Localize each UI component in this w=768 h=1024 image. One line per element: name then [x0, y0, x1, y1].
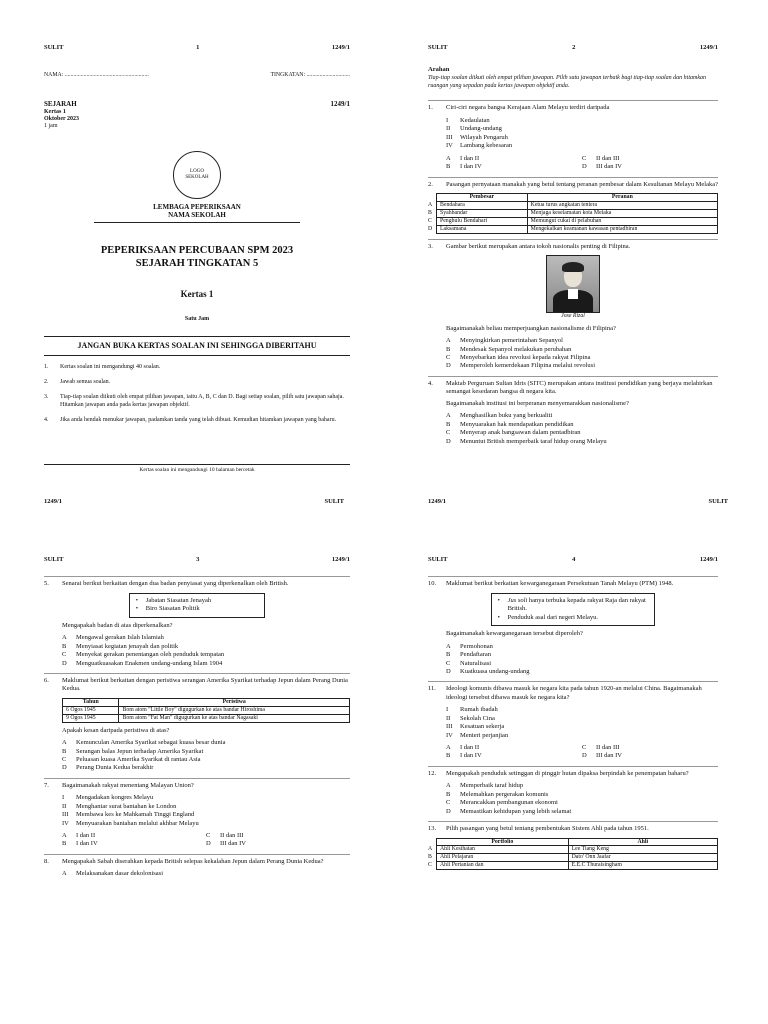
answer-option[interactable]: Menguatkuasakan Enakmen undang-undang Islam 1904: [76, 659, 223, 667]
answer-option[interactable]: II dan III: [596, 744, 620, 751]
answer-options-row: A I dan II C II dan III: [446, 744, 620, 751]
answer-options-row: B I dan IV D III dan IV: [446, 752, 622, 760]
table-row[interactable]: B Ahli Pelajaran Dato' Onn Jaafar: [428, 854, 718, 862]
question-number: 11.: [428, 685, 436, 693]
question-stem: Mengapakah Sabah diserahkan kepada British selepas kekalahan Jepun dalam Perang Dunia Kedua?: [62, 857, 324, 865]
answer-option[interactable]: I dan IV: [460, 752, 482, 760]
paper-code: 1249/1: [331, 44, 350, 51]
question-number: 13.: [428, 825, 437, 833]
sulit-label: SULIT: [708, 498, 728, 505]
answer-option[interactable]: Melaksanakan dasar dekolonisasi: [76, 870, 164, 878]
answer-option[interactable]: Naturalisasi: [460, 659, 492, 667]
roman-items: I Mengadakan kongres Melayu II Menghantar surat bantahan ke London III Membawa kes ke Mahkamah Tinggi England IV Menyuarakan bantahan melalui akhbar Melayu: [62, 794, 199, 827]
question-stem: Maktab Perguruan Sultan Idris (SITC) merupakan antara institusi pendidikan yang berjaya melahirkan semangat kesedaran bangsa di negara kita.: [446, 379, 713, 396]
exam-title: [44, 245, 350, 270]
question-12: [428, 766, 718, 816]
sulit-label: SULIT: [324, 498, 344, 505]
answer-options: A Memperbaik taraf hidup B Melemahkan pergerakan komunis C Merancakkan pembangunan ekonomi D Memastikan kehidupan yang lebih selamat: [446, 782, 572, 815]
question-7: [44, 778, 350, 849]
answer-options-row: A I dan II C II dan III: [62, 832, 244, 840]
table-row[interactable]: C Penghulu Bendahari Memungut cukai di pelabuhan: [428, 217, 718, 225]
page-header: [44, 44, 350, 52]
paper-code: 1249/1: [699, 44, 718, 51]
logo-text: LOGO: [190, 169, 204, 175]
question-text: Mengapakah badan di atas diperkenalkan?: [62, 621, 173, 629]
page-number: 4: [572, 556, 576, 563]
answer-options-row: B I dan IV D III dan IV: [62, 840, 246, 848]
subject-name: SEJARAH: [44, 99, 77, 108]
kertas-label: Kertas 1: [180, 288, 214, 299]
page-footer: [428, 498, 728, 506]
answer-option[interactable]: Menyiasat kegiatan jenayah dan politik: [76, 642, 179, 650]
answer-option[interactable]: II dan III: [596, 154, 620, 162]
question-number: 8.: [44, 857, 49, 865]
roman-items: I Rumah ibadah II Sekolah Cina III Kesatuan sekerja IV Menteri perjanjian: [446, 706, 509, 739]
question-stem: Pilih pasangan yang betul tentang pembentukan Sistem Ahli pada tahun 1951.: [446, 825, 649, 833]
paper-meta: Kertas 1: [44, 109, 66, 116]
question-13: [428, 821, 718, 870]
answer-options: A Permohonan B Pendaftaran C Naturalisasi D Kuatkuasa undang-undang: [446, 642, 530, 675]
answer-option[interactable]: Melemahkan pergerakan komunis: [460, 790, 549, 798]
arahan-title: Arahan: [428, 66, 450, 74]
question-text: Bagaimanakah beliau memperjuangkan nasionalisme di Filipina?: [446, 324, 616, 332]
cover-page: [0, 0, 384, 512]
sulit-label: SULIT: [44, 556, 64, 563]
question-stem: Senarai berikut berkaitan dengan dua badan penyiasat yang diperkenalkan oleh British.: [62, 580, 289, 588]
answer-option[interactable]: Pendaftaran: [460, 651, 492, 659]
answer-option[interactable]: I dan II: [460, 154, 480, 162]
question-5: [44, 576, 350, 668]
warning-banner: JANGAN BUKA KERTAS SOALAN INI SEHINGGA DIBERITAHU: [44, 336, 350, 356]
question-stem: Gambar berikut merupakan antara tokoh nasionalis penting di Filipina.: [446, 242, 631, 250]
question-page-4: [384, 512, 768, 1024]
jose-rizal-portrait: [546, 255, 600, 313]
question-6: [44, 673, 350, 773]
exam-board: [44, 203, 350, 220]
answer-option[interactable]: Menyebarkan idea revolusi kepada rakyat Filipina: [460, 354, 591, 362]
answer-option[interactable]: II dan III: [220, 832, 244, 840]
arahan-text: Tiap-tiap soalan diikuti oleh empat pilihan jawapan. Pilih satu jawapan terbaik bagi tiap-tiap soalan dan hitamkan ruangan yang sepadan pada kertas jawapan objektif anda.: [428, 74, 706, 89]
paper-code: 1249/1: [428, 498, 447, 505]
answer-option[interactable]: III dan IV: [596, 163, 622, 171]
question-number: 5.: [44, 580, 49, 588]
page-header: [44, 556, 350, 564]
info-box: • Jabatan Siasatan Jenayah • Biro Siasatan Politik: [129, 593, 265, 618]
question-10: [428, 576, 718, 676]
exam-board-line: NAMA SEKOLAH: [168, 211, 226, 220]
question-number: 4.: [428, 379, 433, 387]
school-logo: [173, 151, 221, 199]
candidate-info-row: [44, 72, 350, 80]
table-row[interactable]: B Syahbandar Menjaga keselamatan kota Melaka: [428, 209, 718, 217]
answer-option[interactable]: Peluasan kuasa Amerika Syarikat di rantau Asia: [76, 755, 201, 763]
answer-option[interactable]: I dan II: [76, 832, 96, 840]
question-text: Apakah kesan daripada peristiwa di atas?: [62, 726, 170, 734]
answer-option[interactable]: Menyerap anak bangsawan dalam pentadbiran: [460, 429, 581, 437]
answer-option[interactable]: I dan II: [460, 744, 480, 751]
paper-code: 1249/1: [44, 498, 63, 505]
page-header: [428, 44, 718, 52]
question-text: Bagaimanakah kewarganegaraan tersebut diperoleh?: [446, 630, 583, 638]
question-stem: Ciri-ciri negara bangsa Kerajaan Alam Melayu terdiri daripada: [446, 104, 610, 112]
portrait-caption: Jose Rizal: [561, 313, 585, 320]
answer-option[interactable]: Memperoleh kemerdekaan Filipina melalui revolusi: [460, 362, 596, 370]
info-box: • Jus soli hanya terbuka kepada rakyat Raja dan rakyat British. • Penduduk asal dari negeri Melayu.: [491, 593, 656, 626]
pairing-table: Pembesar Peranan A Bendahara Ketua turus angkatan tentera B Syahbandar Menjaga keselamatan kota Melaka C Penghulu Bendahari Memungut cukai di pelabuhan D Laksamana Mengekalkan keamanan kawasan pentadbiran: [428, 193, 718, 234]
question-page-2: [384, 0, 768, 512]
question-number: 10.: [428, 580, 437, 588]
question-8: [44, 854, 350, 879]
table-row[interactable]: A Ahli Kesihatan Lee Tiang Keng: [428, 846, 718, 854]
question-3: [428, 239, 718, 371]
exam-board-line: LEMBAGA PEPERIKSAAN: [153, 202, 241, 211]
answer-options: A Menghasilkan buku yang berkualiti B Menyuarakan hak mendapatkan pendidikan C Menyerap anak bangsawan dalam pentadbiran D Menuntut British memperbaik taraf hidup orang Melayu: [446, 412, 607, 445]
answer-options-row: A I dan II C II dan III: [446, 154, 620, 162]
sulit-label: SULIT: [428, 556, 448, 563]
answer-option[interactable]: III dan IV: [596, 752, 622, 760]
question-1: [428, 100, 718, 171]
page-number: 3: [196, 556, 200, 563]
table-row[interactable]: C Ahli Pertanian dan E.E.C Thuraisingham: [428, 862, 718, 870]
page-number: 2: [572, 44, 576, 51]
answer-option[interactable]: Memperbaik taraf hidup: [460, 782, 524, 790]
nama-field[interactable]: NAMA: ..........................................................: [44, 72, 149, 79]
question-stem: Maklumat berikut berkaitan kewarganegaraan Persekutuan Tanah Melayu (PTM) 1948.: [446, 580, 674, 588]
table-row[interactable]: D Laksamana Mengekalkan keamanan kawasan pentadbiran: [428, 225, 718, 233]
roman-items: I Kedaulatan II Undang-undang III Wilayah Pengaruh IV Lambang kebesaran: [446, 116, 513, 150]
question-stem: Mengapakah penduduk setinggan di pinggir hutan dipaksa berpindah ke penempatan baharu?: [446, 769, 689, 777]
divider: [94, 222, 300, 223]
question-number: 2.: [428, 180, 433, 188]
answer-option[interactable]: Mengawal gerakan Islah Islamiah: [76, 634, 164, 642]
answer-option[interactable]: Menyingkirkan pemerintahan Sepanyol: [460, 337, 563, 345]
sulit-label: SULIT: [44, 44, 64, 51]
question-page-3: [0, 512, 384, 1024]
answer-option[interactable]: III dan IV: [220, 840, 246, 848]
answer-options: A Mengawal gerakan Islah Islamiah B Menyiasat kegiatan jenayah dan politik C Menyekat gerakan penentangan oleh penduduk tempatan D Menguatkuasakan Enakmen undang-undang Islam 1904: [62, 634, 225, 667]
answer-options: A Melaksanakan dasar dekolonisasi: [62, 870, 164, 878]
answer-option[interactable]: Mendesak Sepanyol melakukan perubahan: [460, 345, 572, 353]
answer-option[interactable]: I dan IV: [460, 163, 482, 171]
exam-title-line: SEJARAH TINGKATAN 5: [135, 258, 259, 269]
question-4: [428, 376, 718, 446]
tingkatan-field[interactable]: TINGKATAN: ..............................: [270, 72, 350, 79]
paper-code: 1249/1: [699, 556, 718, 563]
question-number: 12.: [428, 769, 437, 777]
subject-row: [44, 100, 350, 109]
question-number: 6.: [44, 676, 49, 684]
instruction-item: 3. Tiap-tiap soalan diikuti oleh empat pilihan jawapan, iaitu A, B, C dan D. Bagi setiap soalan, pilih satu jawapan sahaja. Hitamkan jawapan anda pada kertas jawapan objektif.: [44, 394, 344, 408]
exam-title-line: PEPERIKSAAN PERCUBAAN SPM 2023: [100, 245, 294, 257]
answer-option[interactable]: Perang Dunia Kedua berakhir: [76, 764, 154, 772]
page-footer: [44, 498, 344, 506]
table-row[interactable]: A Bendahara Ketua turus angkatan tentera: [428, 201, 718, 209]
page-count-note: Kertas soalan ini mengandungi 10 halaman bercetak: [44, 464, 350, 474]
question-stem: Ideologi komunis dibawa masuk ke negara kita pada tahun 1920-an melalui China. Bagaimanakah ideologi tersebut dibawa masuk ke negara kita?: [446, 685, 702, 701]
sulit-label: SULIT: [428, 44, 448, 51]
answer-option[interactable]: Memastikan kehidupan yang lebih selamat: [460, 807, 572, 815]
question-text: Bagaimanakah institusi ini berperanan menyemarakkan nasionalisme?: [446, 399, 629, 407]
answer-options-row: B I dan IV D III dan IV: [446, 163, 622, 171]
table-row: 9 Ogos 1945 Bom atom "Fat Man" digugurkan ke atas bandar Nagasaki: [63, 714, 350, 722]
question-number: 1.: [428, 104, 433, 112]
answer-options: A Menyingkirkan pemerintahan Sepanyol B Mendesak Sepanyol melakukan perubahan C Menyebarkan idea revolusi kepada rakyat Filipina D Memperoleh kemerdekaan Filipina melalui revolusi: [446, 337, 596, 370]
answer-option[interactable]: Serangan balas Jepun terhadap Amerika Syarikat: [76, 747, 204, 755]
logo-text: SEKOLAH: [185, 174, 209, 180]
answer-option[interactable]: Merancakkan pembangunan ekonomi: [460, 799, 558, 807]
instruction-item: 2. Jawab semua soalan.: [44, 379, 111, 386]
answer-option[interactable]: Kuatkuasa undang-undang: [460, 667, 530, 675]
answer-option[interactable]: I dan IV: [76, 840, 98, 848]
instruction-item: 1. Kertas soalan ini mengandungi 40 soalan.: [44, 364, 161, 371]
question-2: [428, 177, 718, 234]
instructions-list: [44, 364, 350, 424]
pairing-table: Portfolio Ahli A Ahli Kesihatan Lee Tiang Keng B Ahli Pelajaran Dato' Onn Jaafar C Ahli Pertanian dan E.E.C Thuraisingham: [428, 838, 718, 871]
subject-code: 1249/1: [330, 99, 350, 108]
answer-option[interactable]: Menghasilkan buku yang berkualiti: [460, 412, 553, 420]
event-table: Tahun Peristiwa 6 Ogos 1945 Bom atom "Little Boy" digugurkan ke atas bandar Hiroshima 9 Ogos 1945 Bom atom "Fat Man" digugurkan ke atas bandar Nagasaki: [62, 698, 350, 723]
question-11: [428, 681, 718, 761]
page-header: [428, 556, 718, 564]
answer-option[interactable]: Kemunculan Amerika Syarikat sebagai kuasa besar dunia: [76, 739, 226, 747]
answer-option[interactable]: Menyuarakan hak mendapatkan pendidikan: [460, 420, 574, 428]
question-stem: Maklumat berikut berkaitan dengan peristiwa serangan Amerika Syarikat terhadap Jepun dalam Perang Dunia Kedua.: [62, 676, 348, 693]
instruction-item: 4. Jika anda hendak menukar jawapan, padamkan tanda yang telah dibuat. Kemudian hitamkan jawapan yang baharu.: [44, 416, 337, 423]
answer-option[interactable]: Menyekat gerakan penentangan oleh penduduk tempatan: [76, 651, 225, 659]
question-number: 7.: [44, 781, 49, 789]
answer-options: A Kemunculan Amerika Syarikat sebagai kuasa besar dunia B Serangan balas Jepun terhadap Amerika Syarikat C Peluasan kuasa Amerika Syarikat di rantau Asia D Perang Dunia Kedua berakhir: [62, 739, 226, 772]
question-stem: Bagaimanakah rakyat menentang Malayan Union?: [62, 781, 194, 789]
answer-option[interactable]: Permohonan: [460, 642, 493, 650]
page-number: 1: [196, 44, 200, 51]
paper-code: 1249/1: [331, 556, 350, 563]
duration-label: Satu Jam: [184, 316, 210, 323]
answer-option[interactable]: Menuntut British memperbaik taraf hidup orang Melayu: [460, 437, 607, 445]
question-stem: Pasangan pernyataan manakah yang betul tentang peranan pembesar dalam Kesultanan Melayu Melaka?: [446, 180, 718, 188]
table-row: 6 Ogos 1945 Bom atom "Little Boy" digugurkan ke atas bandar Hiroshima: [63, 706, 350, 714]
paper-meta: 1 jam: [44, 123, 58, 130]
question-number: 3.: [428, 242, 433, 250]
paper-meta: Oktober 2023: [44, 116, 80, 123]
